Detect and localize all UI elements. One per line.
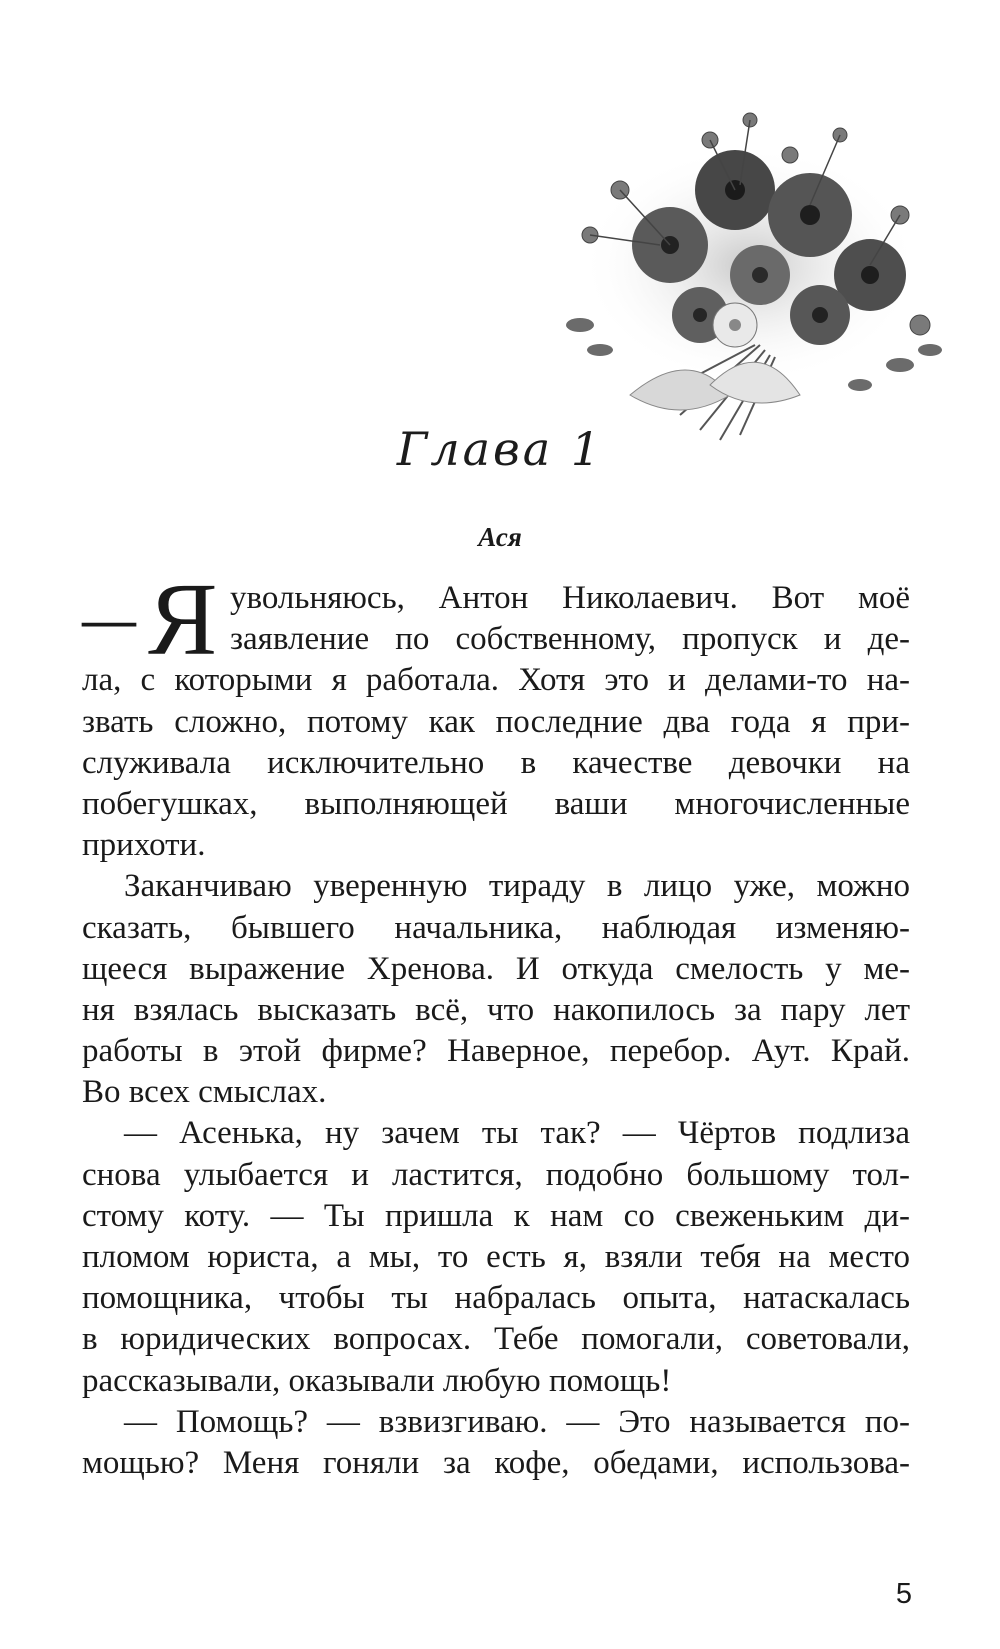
text-line: Заканчиваю уверенную тираду в лицо уже, можно: [124, 868, 910, 905]
text-line: — Асенька, ну зачем ты так? — Чёртов подлиза: [124, 1115, 910, 1152]
page-number: 5: [895, 1578, 912, 1610]
text-line: пломом юриста, а мы, то есть я, взяли тебя на место: [82, 1239, 910, 1276]
flower-bouquet-illustration: [560, 95, 960, 465]
text-line: служивала исключительно в качестве девочки на: [82, 744, 910, 781]
paragraph-lines: [82, 660, 910, 1484]
chapter-title: Глава 1: [396, 422, 604, 476]
text-line: снова улыбается и ластится, подобно большому тол-: [82, 1156, 910, 1193]
text-line: работы в этой фирме? Наверное, перебор. Аут. Край.: [82, 1033, 910, 1070]
text-line: ла, с которыми я работала. Хотя это и делами-то на-: [82, 662, 910, 699]
text-line: мощью? Меня гоняли за кофе, обедами, использова-: [82, 1444, 910, 1481]
body-text: [82, 562, 910, 1484]
dialogue-dash: —: [82, 589, 136, 649]
text-line: увольняюсь, Антон Николаевич. Вот моё: [230, 580, 910, 616]
text-line: звать сложно, потому как последние два года я при-: [82, 703, 910, 740]
text-line: стому коту. — Ты пришла к нам со свеженьким ди-: [82, 1197, 910, 1234]
text-line: ня взялась высказать всё, что накопилось за пару лет: [82, 991, 910, 1028]
text-line: побегушках, выполняющей ваши многочисленные: [82, 785, 910, 822]
text-line: Во всех смыслах.: [82, 1074, 327, 1111]
drop-cap: Я: [148, 562, 218, 677]
text-line: рассказывали, оказывали любую помощь!: [82, 1362, 672, 1399]
text-line: заявление по собственному, пропуск и де-: [230, 621, 910, 658]
chapter-subtitle: Ася: [478, 522, 522, 552]
text-line: — Помощь? — взвизгиваю. — Это называется по-: [124, 1403, 910, 1440]
text-line: щееся выражение Хренова. И откуда смелость у ме-: [82, 950, 910, 987]
opening-paragraph: [82, 562, 910, 677]
text-line: прихоти.: [82, 827, 206, 864]
text-line: сказать, бывшего начальника, наблюдая изменяю-: [82, 909, 910, 946]
text-line: помощника, чтобы ты набралась опыта, натаскалась: [82, 1280, 910, 1317]
text-line: в юридических вопросах. Тебе помогали, советовали,: [82, 1321, 910, 1358]
